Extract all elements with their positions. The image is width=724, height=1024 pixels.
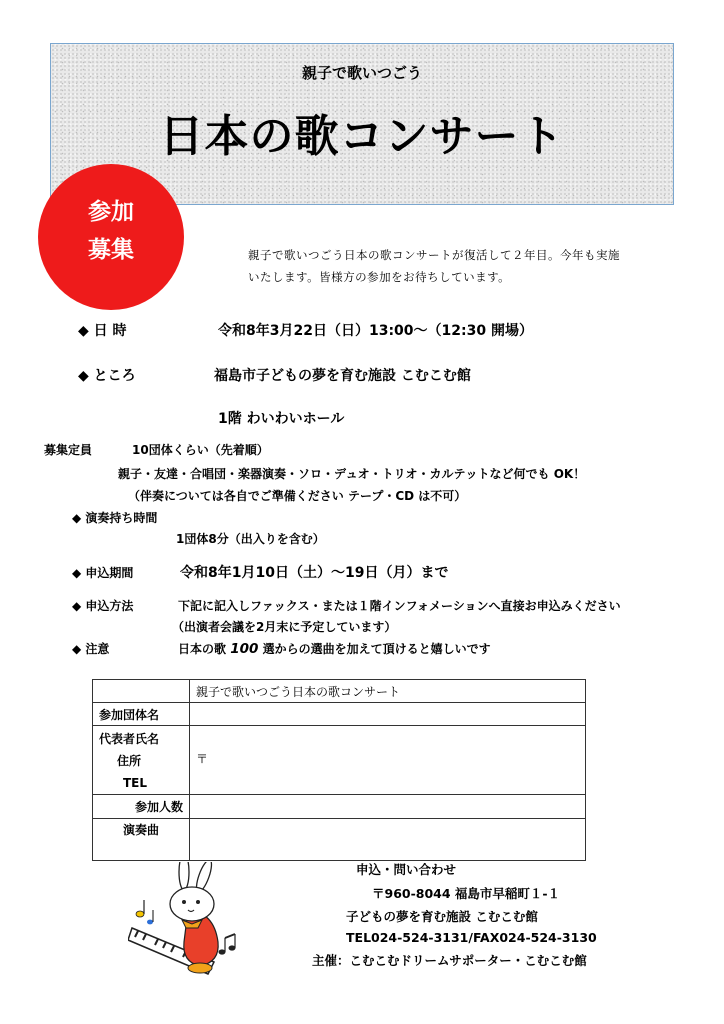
place-value: 福島市子どもの夢を育む施設 こむこむ館 <box>214 368 471 384</box>
method-value: 下記に記入しファックス・または１階インフォメーションへ直接お申込みください <box>178 599 621 613</box>
period-label: ◆ 申込期間 <box>72 566 134 580</box>
recruitment-badge <box>38 164 184 310</box>
capacity-value: 10団体くらい（先着順） <box>132 443 269 457</box>
note-post: 選からの選曲を加えて頂けると嬉しいです <box>262 642 491 656</box>
form-corner-cell <box>93 680 190 703</box>
note-pre: 日本の歌 <box>178 642 227 656</box>
place-hall: 1階 わいわいホール <box>218 411 345 427</box>
intro-line-1: 親子で歌いつごう日本の歌コンサートが復活して２年目。今年も実施 <box>248 248 620 262</box>
postal-mark: 〒 <box>196 752 209 766</box>
rabbit-ear-left <box>179 862 189 890</box>
badge-line-1: 参加 <box>88 199 134 225</box>
participant-count-field[interactable] <box>190 795 586 819</box>
rabbit-head <box>170 887 214 921</box>
rabbit-eye-left <box>182 900 186 904</box>
participant-count-label: 参加人数 <box>93 795 190 819</box>
intro-text <box>248 244 668 288</box>
representative-field[interactable] <box>190 726 586 795</box>
event-title: 日本の歌コンサート <box>159 111 565 162</box>
time-label: ◆ 演奏持ち時間 <box>72 511 158 525</box>
song-label: 演奏曲 <box>93 819 190 861</box>
contact-phone: TEL024-524-3131/FAX024-524-3130 <box>346 930 597 945</box>
rabbit-piano-illustration <box>128 862 248 977</box>
date-value: 令和8年3月22日（日）13:00～（12:30 開場） <box>218 323 533 339</box>
method-note: （出演者会議を2月末に予定しています） <box>172 620 397 634</box>
capacity-note-2: （伴奏については各自でご準備ください テープ・CD は不可） <box>128 489 467 503</box>
form-heading: 親子で歌いつごう日本の歌コンサート <box>190 680 586 703</box>
method-label: ◆ 申込方法 <box>72 599 134 613</box>
group-name-label: 参加団体名 <box>93 703 190 726</box>
rabbit-feet <box>188 963 212 973</box>
representative-label-cell <box>93 726 190 795</box>
tel-label: TEL <box>123 776 148 790</box>
time-value: 1団体8分（出入りを含む） <box>176 532 325 546</box>
music-note-yellow <box>136 900 144 917</box>
rabbit-eye-right <box>196 900 200 904</box>
event-subtitle: 親子で歌いつごう <box>301 64 422 82</box>
place-label: ◆ ところ <box>78 368 136 384</box>
note-number: 100 <box>230 641 259 657</box>
intro-line-2: いたします。皆様方の参加をお待ちしています。 <box>248 270 511 284</box>
group-name-field[interactable] <box>190 703 586 726</box>
music-note-black <box>219 934 236 955</box>
capacity-label: 募集定員 <box>44 443 93 457</box>
contact-heading: 申込・問い合わせ <box>356 862 457 877</box>
badge-line-2: 募集 <box>88 237 134 263</box>
representative-label: 代表者氏名 <box>99 732 160 746</box>
capacity-note-1: 親子・友達・合唱団・楽器演奏・ソロ・デュオ・トリオ・カルテットなど何でも OK！ <box>118 467 586 481</box>
music-note-blue <box>147 910 153 924</box>
note-text <box>178 640 491 657</box>
date-label: ◆ 日 時 <box>78 323 127 339</box>
contact-organizer: 主催：こむこむドリームサポーター・こむこむ館 <box>312 953 587 968</box>
contact-address: 〒960-8044 福島市早稲町１-１ <box>372 886 561 901</box>
address-label: 住所 <box>117 754 142 768</box>
contact-facility: 子どもの夢を育む施設 こむこむ館 <box>346 909 538 924</box>
note-label: ◆ 注意 <box>72 642 110 656</box>
period-value: 令和8年1月10日（土）～19日（月）まで <box>180 565 449 581</box>
song-field[interactable] <box>190 819 586 861</box>
application-form <box>92 679 586 861</box>
